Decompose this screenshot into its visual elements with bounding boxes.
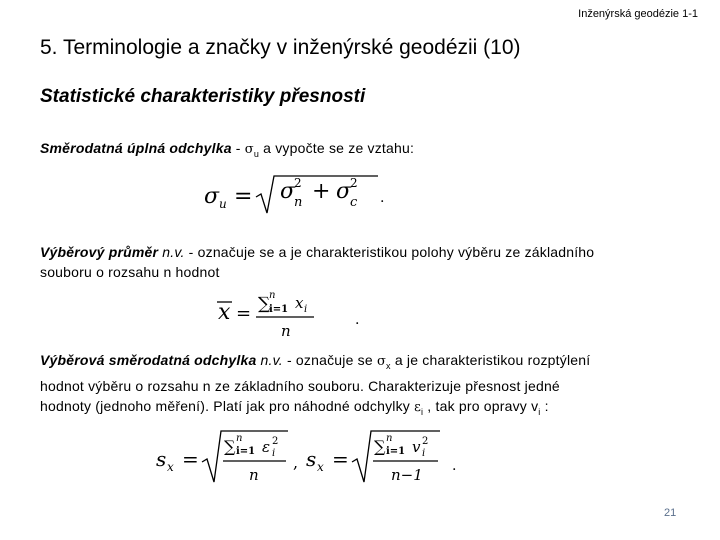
svg-text:n: n [281,322,291,340]
term-sample-mean: Výběrový průměr [40,244,159,260]
svg-text:s: s [156,447,167,471]
svg-text:σ: σ [280,179,296,204]
formula-sigma-u [200,170,390,218]
svg-text:s: s [306,447,317,471]
svg-text:2: 2 [422,436,429,447]
svg-text:∑: ∑ [224,437,236,456]
svg-text:=: = [332,447,349,471]
svg-text:i=1: i=1 [386,446,406,457]
svg-text:v: v [412,438,421,456]
svg-text:x: x [218,300,231,325]
slide-header: Inženýrská geodézie 1-1 [578,8,698,20]
svg-text:.: . [380,190,385,206]
paragraph-std-deviation: Směrodatná úplná odchylka - $\sigma_u$ a vypočte se ze vztahu: [40,140,415,159]
term-sample-std-deviation: Výběrová směrodatná odchylka [40,352,257,368]
svg-text:n: n [269,290,276,301]
svg-text:n−1: n−1 [391,466,423,484]
paragraph-sample-std-deviation: Výběrová směrodatná odchylka n.v. - označuje se $\sigma_x$ a je charakteristikou rozptýlení hodnot výběru o rozsahu n ze základního souboru. Charakterizuje přesnost jedné hodnoty (jednoho měření). Platí jak pro náhodné odchylky $\varepsilon_i$ , tak pro opravy $v_i$ : [40,352,591,417]
svg-text:+: + [312,179,331,204]
svg-text:x: x [295,294,304,312]
svg-text:ε: ε [262,438,271,456]
formula-sx-corrections-svg [302,426,462,488]
svg-text:∑: ∑ [374,437,386,456]
slide-title: 5. Terminologie a značky v inženýrské geodézii (10) [40,36,521,59]
svg-text:i: i [304,304,308,315]
svg-text:.: . [355,312,360,328]
svg-text:=: = [182,447,199,471]
svg-text:2: 2 [294,176,302,190]
svg-text:2: 2 [272,436,279,447]
svg-text:c: c [350,195,358,210]
svg-text:x: x [317,460,324,474]
svg-text:i: i [422,448,426,459]
formula-sample-mean-svg [212,286,372,342]
formula-sample-mean [212,286,372,342]
svg-text:n: n [249,466,259,484]
term-std-deviation: Směrodatná úplná odchylka [40,140,232,156]
page-number: 21 [664,507,677,519]
svg-text:σ: σ [336,179,352,204]
svg-text:n: n [236,433,243,444]
svg-text:σ: σ [204,184,220,209]
svg-text:,: , [293,453,299,472]
formula-sx-errors [152,426,304,488]
svg-text:u: u [219,197,227,211]
svg-text:i=1: i=1 [236,446,256,457]
svg-text:n: n [386,433,393,444]
svg-text:i=1: i=1 [269,304,289,315]
svg-text:x: x [167,460,174,474]
formula-sigma-u-svg [200,170,390,218]
paragraph-sample-mean: Výběrový průměr n.v. - označuje se a je charakteristikou polohy výběru ze základního souboru o rozsahu n hodnot [40,244,595,280]
svg-text:n: n [294,195,303,210]
svg-text:i: i [272,448,276,459]
formula-sx-errors-svg [152,426,304,488]
section-subtitle: Statistické charakteristiky přesnosti [40,86,366,107]
svg-text:.: . [452,458,457,474]
formula-sx-corrections [302,426,462,488]
svg-text:=: = [236,303,252,324]
svg-text:∑: ∑ [258,294,271,314]
sigma-symbol: σ [244,142,254,157]
svg-text:2: 2 [350,176,358,190]
svg-text:=: = [234,184,253,209]
